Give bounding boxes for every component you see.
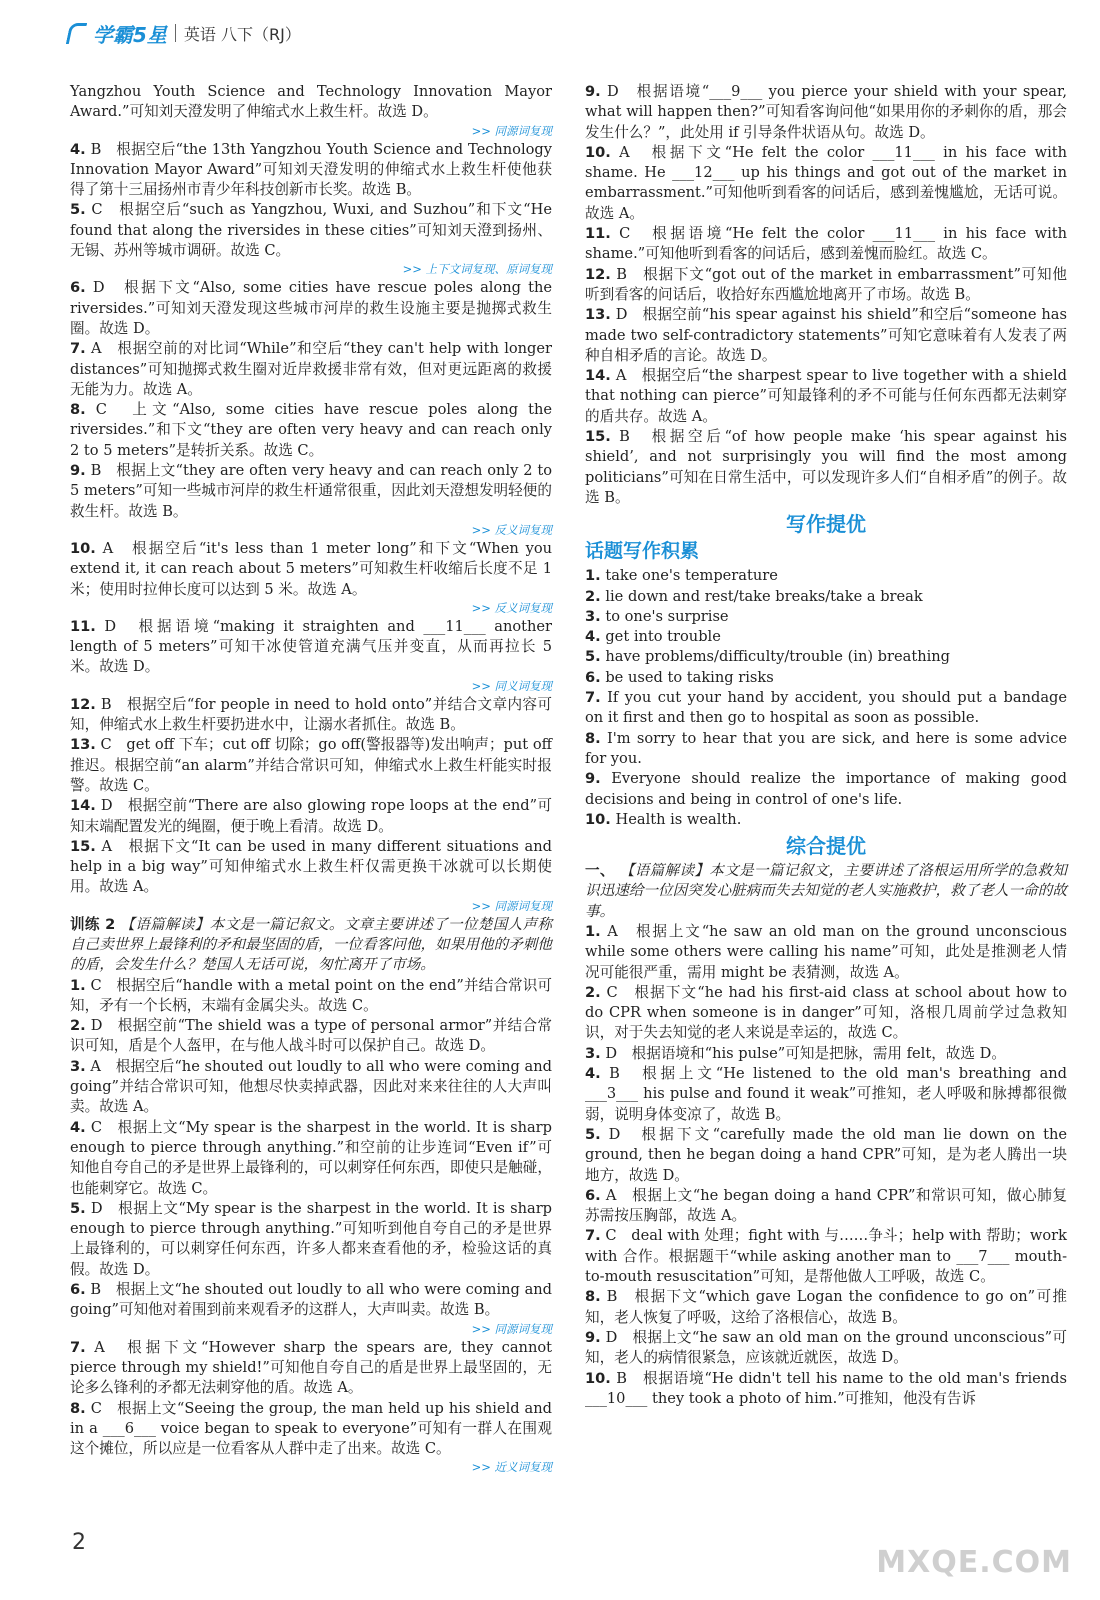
answer-text: B 根据空后“for people in need to hold onto”并结合文章内容可知，伸缩式水上救生杆要扔进水中，让溺水者抓住。故选 B。 [70,695,553,734]
answer-item [70,837,552,898]
brand-logo: 学霸5星 [93,22,167,47]
item-number: 6. [585,1186,601,1204]
answer-item [70,1057,552,1118]
answer-text: C 根据下文“he had his first-aid class at school about how to do CPR when someone is in danger”可知，洛根几周前学过急救知识，对于失去知觉的老人来说是幸运的，故选 C。 [585,983,1067,1042]
review-tag: >> 近义词复现 [471,1460,552,1475]
item-number: 9. [585,770,601,788]
answer-text: B 根据上文“He listened to the old man's breathing and ___3___ his pulse and found it weak”可推知，老人呼吸和脉搏都很微弱，说明身体变凉了，故选 B。 [585,1065,1068,1123]
answer-item [70,140,552,201]
item-number: 10. [585,810,611,828]
passage-summary: 【语篇解读】本文是一篇记叙文，主要讲述了洛根运用所学的急救知识迅速给一位因突发心脏病而失去知觉的老人实施救护，救了老人一命的故事。 [585,862,1067,920]
answer-item [70,1199,552,1280]
answer-item [70,339,552,400]
watermark: MXQE.COM [876,1545,1072,1580]
answer-item [70,617,552,678]
item-number: 9. [585,83,601,100]
answer-item [70,1338,552,1399]
item-number: 9. [585,1328,601,1346]
page-header [68,18,301,48]
answer-text: A 根据空后“the sharpest spear to live together with a shield that nothing can pierce”可知最锋利的矛不可能与任何东西都无法刺穿的盾共存。故选 A。 [585,367,1067,425]
answer-item [70,278,552,339]
answer-text: B 根据下文“which gave Logan the confidence to go on”可推知，老人恢复了呼吸，这给了洛根信心，故选 B。 [585,1288,1067,1326]
section-title: 综合提优 [786,834,866,859]
item-number: 9. [70,462,86,480]
answer-item [585,1226,1067,1287]
item-number: 11. [70,617,96,635]
answer-item [70,796,552,837]
answer-item [585,1186,1067,1227]
item-number: 3. [70,1057,86,1075]
item-number: 13. [70,736,96,754]
item-number: 15. [70,837,96,855]
item-number: 6. [585,668,601,686]
answer-item [70,695,552,736]
answer-item [585,1044,1067,1064]
passage-label: 一、 [585,862,615,880]
answer-item [585,1125,1067,1186]
answer-text: Everyone should realize the importance of making good decisions and being in control of one's life. [585,770,1068,808]
item-number: 2. [70,1017,86,1035]
answer-text: I'm sorry to hear that you are sick, and here is some advice for you. [585,729,1068,767]
answer-text: B 根据空后“of how people make ‘his spear against his shield’, and not surprisingly you will find the most among politicians”可知在日常生活中，可以发现许多人们“自相矛盾”的例子。故选 B。 [585,428,1067,506]
item-number: 7. [585,689,601,707]
review-tag: >> 同源词复现 [471,898,552,913]
answer-column-right [585,82,1067,1409]
answer-item [70,539,552,600]
item-number: 7. [585,1227,601,1245]
answer-text: D 根据空前“The shield was a type of personal armor”并结合常识可知，盾是个人盔甲，在与他人战斗时可以保护自己。故选 D。 [70,1017,553,1055]
answer-item [585,265,1067,306]
item-number: 1. [585,922,601,940]
answer-item [585,729,1067,770]
passage-intro [585,861,1067,922]
answer-item [70,1280,552,1321]
item-number: 13. [585,306,611,324]
answer-item [70,200,552,261]
answer-text: C 根据语境“He felt the color ___11___ in his face with shame.”可知他听到看客的问话后，感到羞愧而脸红。故选 C。 [585,225,1067,263]
answer-text: D 根据语境和“his pulse”可知是把脉，需用 felt，故选 D。 [605,1044,1006,1062]
item-number: 10. [70,539,96,557]
answer-text: B 根据下文“got out of the market in embarrassment”可知他听到看客的问话后，收拾好东西尴尬地离开了市场。故选 B。 [585,265,1067,303]
answer-item [585,1369,1067,1410]
passage-summary: 【语篇解读】本文是一篇记叙文。文章主要讲述了一位楚国人声称自己卖世界上最锋利的矛和最坚固的盾，一位看客问他，如果用他的矛刺他的盾，会发生什么？楚国人无话可说，匆忙离开了市场。 [70,915,552,974]
answer-text: D 根据语境“making it straighten and ___11___ another length of 5 meters”可知干冰使管道充满气压并变直，从而再拉长 5 米。故选 D。 [70,617,553,676]
item-number: 4. [585,1065,601,1083]
item-number: 15. [585,428,611,446]
brand-logo-icon [66,23,87,44]
answer-text: If you cut your hand by accident, you should put a bandage on it first and then go to hospital as soon as possible. [585,689,1067,727]
answer-text: Health is wealth. [615,810,742,828]
answer-text: C get off 下车；cut off 切除；go off(警报器等)发出响声；put off 推迟。根据空前“an alarm”并结合常识可知，伸缩式水上救生杆能实时报警。故选 C。 [70,736,552,794]
answer-text: D 根据语境“___9___ you pierce your shield with your spear, what will happen then?”可知看客询问他“如果用你的矛刺你的盾，那会发生什么？”，此处用 if 引导条件状语从句。故选 D。 [585,83,1067,141]
answer-item [585,983,1067,1044]
answer-item [585,1287,1067,1328]
subsection-title: 话题写作积累 [585,540,700,563]
answer-text: get into trouble [605,628,721,646]
item-number: 8. [70,401,86,419]
answer-item [585,305,1067,366]
answer-item [585,366,1067,427]
answer-item [585,427,1067,508]
item-number: 2. [585,983,601,1001]
answer-text: have problems/difficulty/trouble (in) breathing [605,648,950,666]
page-number: 2 [72,1530,86,1555]
answer-item [585,566,1067,586]
answer-item [585,668,1067,688]
item-number: 7. [70,1338,86,1356]
answer-text: D 根据上文“My spear is the sharpest in the world. It is sharp enough to pierce through anything.”可知听到他自夸自己的矛是世界上最锋利的，可以刺穿任何东西，许多人都来查看他的矛，检验这话的真假。故选 D。 [70,1199,553,1278]
review-tag: >> 上下文词复现、原词复现 [402,262,552,277]
answer-text: D 根据下文“carefully made the old man lie down on the ground, then he began doing a hand CPR”可知，是为老人腾出一块地方，故选 D。 [585,1125,1068,1184]
answer-item [70,1399,552,1460]
item-number: 10. [585,143,611,161]
item-number: 14. [70,797,96,815]
item-number: 11. [585,225,611,243]
answer-item [70,400,552,461]
item-number: 7. [70,340,86,358]
answer-item [70,461,552,522]
item-number: 1. [585,567,601,585]
answer-text: to one's surprise [605,607,729,625]
answer-text: D 根据下文“Also, some cities have rescue poles along the riversides.”可知刘天澄发现这些城市河岸的救生设施主要是抛掷式救生圈。故选 D。 [70,279,553,337]
answer-text: D 根据空前“his spear against his shield”和空后“someone has made two self-contradictory statements”可知它意味着有人发表了两种自相矛盾的言论。故选 D。 [585,306,1068,364]
answer-item [70,976,552,1017]
answer-text: B 根据空后“the 13th Yangzhou Youth Science and Technology Innovation Mayor Award”可知刘天澄发明的伸缩式水上救生杆使他获得了第十三届扬州市青少年科技创新市长奖。故选 B。 [70,140,552,199]
answer-text: C 根据空后“such as Yangzhou, Wuxi, and Suzhou”和下文“He found that along the riversides in these cities”可知刘天澄到扬州、无锡、苏州等城市调研。故选 C。 [70,201,552,260]
review-tag: >> 反义词复现 [471,522,552,537]
answer-text: C 上文“Also, some cities have rescue poles along the riversides.”和下文“they are often very heavy and can reach only 2 to 5 meters”是转折关系。故选 C。 [70,401,553,459]
passage-intro [70,915,552,976]
answer-text: A 根据下文“However sharp the spears are, they cannot pierce through my shield!”可知他自夸自己的盾是世界上最坚固的，无论多么锋利的矛都无法刺穿他的盾。故选 A。 [70,1338,552,1397]
item-number: 3. [585,1044,601,1062]
answer-item [585,607,1067,627]
answer-item [70,82,552,123]
answer-text: A 根据空后“he shouted out loudly to all who were coming and going”并结合常识可知，他想尽快卖掉武器，因此对来来往往的人大声叫卖。故选 A。 [70,1057,552,1116]
item-number: 12. [585,265,611,283]
item-number: 2. [585,587,601,605]
item-number: 14. [585,367,611,385]
answer-item [585,769,1067,810]
answer-item [585,810,1067,830]
answer-item [585,1064,1067,1125]
answer-item [585,224,1067,265]
answer-text: A 根据上文“he began doing a hand CPR”和常识可知，做心肺复苏需按压胸部，故选 A。 [585,1186,1067,1225]
answer-text: D 根据上文“he saw an old man on the ground unconscious”可知，老人的病情很紧急，应该就近就医，故选 D。 [585,1328,1068,1367]
answer-text: A 根据下文“It can be used in many different situations and help in a big way”可知伸缩式水上救生杆仅需更换干冰就可以长期使用。故选 A。 [70,837,552,896]
answer-text: A 根据空后“it's less than 1 meter long”和下文“When you extend it, it can reach about 5 meters”可知救生杆收缩后长度不足 1 米；使用时拉伸长度可以达到 5 米。故选 A。 [70,539,553,598]
item-number: 5. [70,201,86,219]
review-tag: >> 同义词复现 [471,678,552,693]
section-title: 写作提优 [786,512,866,537]
answer-item [585,647,1067,667]
review-tag: >> 同源词复现 [471,1321,552,1336]
item-number: 8. [585,1288,601,1306]
answer-item [585,627,1067,647]
item-number: 8. [585,729,601,747]
answer-text: take one's temperature [605,567,778,585]
answer-text: be used to taking risks [605,668,774,686]
item-number: 10. [585,1369,611,1387]
answer-text: A 根据上文“he saw an old man on the ground unconscious while some others were calling his name”可知，此处是推测老人情况可能很严重，需用 might be 表猜测，故选 A。 [585,922,1068,981]
passage-label: 训练 2 [70,915,116,933]
answer-text: C deal with 处理；fight with 与……争斗；help with 帮助；work with 合作。根据题干“while asking another man to ___7___ mouth-to-mouth resuscitation”可知，是帮他做人工呼吸，故选 C。 [585,1227,1068,1286]
review-tag: >> 同源词复现 [471,123,552,138]
answer-text: C 根据上文“Seeing the group, the man held up his shield and in a ___6___ voice began to speak to everyone”可知有一群人在围观这个摊位，所以应是一位看客从人群中走了出来。故选 C。 [70,1399,553,1458]
answer-item [585,1328,1067,1369]
item-number: 4. [585,628,601,646]
answer-item [585,587,1067,607]
header-divider [175,24,176,42]
answer-text: Yangzhou Youth Science and Technology Innovation Mayor Award.”可知刘天澄发明了伸缩式水上救生杆。故选 D。 [70,83,552,121]
answer-text: D 根据空前“There are also glowing rope loops at the end”可知末端配置发光的绳圈，便于晚上看清。故选 D。 [70,797,552,835]
item-number: 5. [585,648,601,666]
item-number: 5. [585,1125,601,1143]
item-number: 8. [70,1399,86,1417]
answer-text: A 根据空前的对比词“While”和空后“they can't help with longer distances”可知抛掷式救生圈对近岸救援非常有效，但对更远距离的救援无能为力。故选 A。 [70,340,552,398]
answer-item [585,82,1067,143]
item-number: 12. [70,695,96,713]
answer-item [70,1016,552,1057]
item-number: 6. [70,279,86,297]
answer-column-left [70,82,552,1476]
item-number: 5. [70,1199,86,1217]
answer-text: B 根据上文“they are often very heavy and can reach only 2 to 5 meters”可知一些城市河岸的救生杆通常很重，因此刘天澄想发明轻便的救生杆。故选 B。 [70,462,552,520]
answer-text: lie down and rest/take breaks/take a break [605,587,923,605]
answer-text: B 根据语境“He didn't tell his name to the old man's friends ___10___ they took a photo of him.”可推知，他没有告诉 [585,1369,1068,1407]
answer-text: C 根据上文“My spear is the sharpest in the world. It is sharp enough to pierce through anything.”和空前的让步连词“Even if”可知他自夸自己的矛是世界上最锋利的，可以刺穿任何东西，即使只是触碰，也能刺穿它。故选 C。 [70,1118,553,1197]
item-number: 1. [70,976,86,994]
answer-text: B 根据上文“he shouted out loudly to all who were coming and going”可知他对着围到前来观看矛的这群人，大声叫卖。故选 B。 [70,1281,553,1319]
answer-item [585,143,1067,224]
answer-item [70,735,552,796]
answer-item [585,922,1067,983]
item-number: 4. [70,1118,86,1136]
subject-label: 英语 八下（RJ） [183,24,301,44]
answer-text: A 根据下文“He felt the color ___11___ in his face with shame. He ___12___ up his things and got out of the market in embarrassment.”可知他听到看客的问话后，感到羞愧尴尬，无话可说。故选 A。 [585,143,1067,222]
item-number: 4. [70,140,86,158]
answer-item [70,1118,552,1199]
answer-item [585,688,1067,729]
answer-text: C 根据空后“handle with a metal point on the end”并结合常识可知，矛有一个长柄，末端有金属尖头。故选 C。 [70,976,553,1014]
item-number: 6. [70,1281,86,1299]
item-number: 3. [585,607,601,625]
review-tag: >> 反义词复现 [471,600,552,615]
